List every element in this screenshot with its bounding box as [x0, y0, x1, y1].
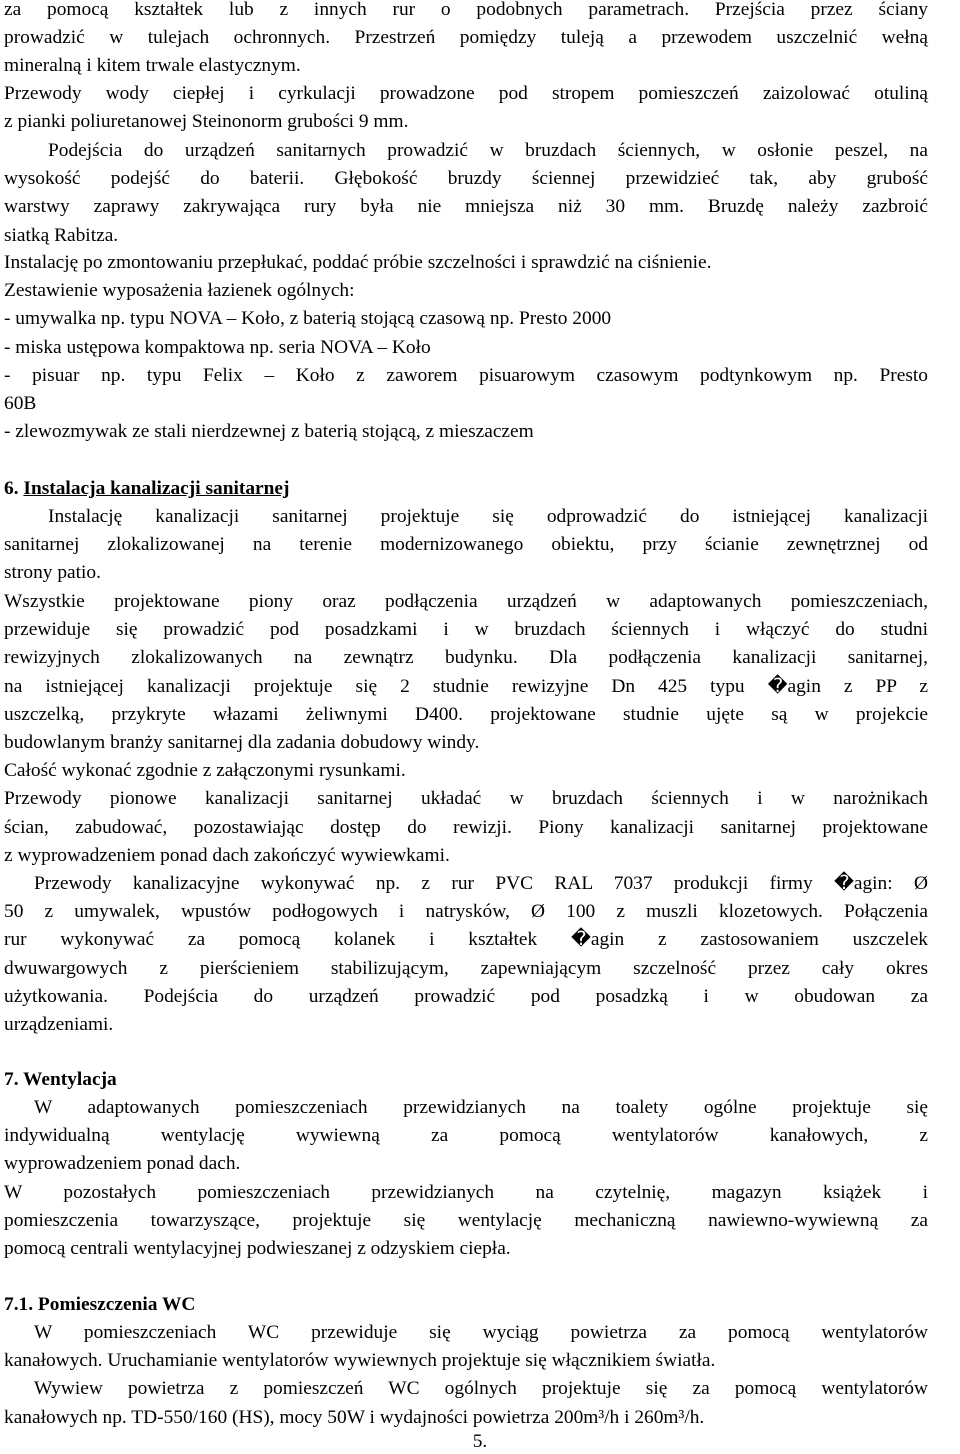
text-line: pomocą centrali wentylacyjnej podwieszanej z odzyskiem ciepła.: [4, 1238, 511, 1260]
paragraph-wc: [4, 1319, 928, 1432]
paragraph-przewody-pvc: [4, 870, 928, 1039]
list-item: - zlewozmywak ze stali nierdzewnej z baterią stojącą, z mieszaczem: [4, 421, 534, 443]
text-line: W pomieszczeniach WC przewiduje się wyciąg powietrza za pomocą wentylatorów: [34, 1322, 928, 1343]
text-line: kanałowych np. TD-550/160 (HS), mocy 50W i wydajności powietrza 200m³/h i 260m³/h.: [4, 1406, 705, 1428]
text-line: W adaptowanych pomieszczeniach przewidzianych na toalety ogólne projektuje się: [34, 1097, 928, 1118]
list-item: - miska ustępowa kompaktowa np. seria NOVA – Koło: [4, 336, 431, 358]
text-line: rewizyjnych zlokalizowanych na zewnątrz budynku. Dla podłączenia kanalizacji sanitarnej,: [4, 647, 928, 669]
list-item: - umywalka np. typu NOVA – Koło, z baterią stojącą czasową np. Presto 2000: [4, 308, 612, 330]
text-line: wyprowadzeniem ponad dach.: [4, 1153, 241, 1175]
paragraph-woda-ciepla: [4, 80, 928, 136]
text-line: 50 z umywalek, wpustów podłogowych i natrysków, Ø 100 z muszli klozetowych. Połączenia: [4, 901, 928, 923]
section-title: 7.1. Pomieszczenia WC: [4, 1294, 196, 1315]
text-line: Przewody kanalizacyjne wykonywać np. z rur PVC RAL 7037 produkcji firmy �agin: Ø: [34, 873, 928, 894]
page-number: 5.: [472, 1431, 488, 1452]
section-heading-6: [4, 475, 289, 503]
paragraph-kanalizacja-intro: [4, 503, 928, 588]
text-line: Wywiew powietrza z pomieszczeń WC ogólnych projektuje się za pomocą wentylatorów: [34, 1378, 928, 1400]
paragraph-przeplukac: [4, 249, 928, 446]
text-line: użytkowania. Podejścia do urządzeń prowadzić pod posadzką i w obudowan za: [4, 985, 928, 1007]
text-line: z pianki poliuretanowej Steinonorm grubości 9 mm.: [4, 111, 409, 133]
text-line: sanitarnej zlokalizowanej na terenie modernizowanego obiektu, przy ścianie zewnętrznej od: [4, 534, 928, 556]
section-heading-7-1: [4, 1291, 195, 1319]
text-line: przewiduje się prowadzić pod posadzkami i w bruzdach ściennych i włączyć do studni: [4, 619, 928, 641]
paragraph-podejscia: [4, 137, 928, 250]
section-title: 7. Wentylacja: [4, 1069, 117, 1090]
text-line: kanałowych. Uruchamianie wentylatorów wywiewnych projektuje się włącznikiem światła.: [4, 1350, 716, 1372]
text-line: Przewody pionowe kanalizacji sanitarnej układać w bruzdach ściennych i w narożnikach: [4, 788, 928, 810]
text-line: rur wykonywać za pomocą kolanek i kształtek �agin z zastosowaniem uszczelek: [4, 929, 928, 951]
paragraph-wentylacja-toalety: [4, 1094, 928, 1263]
text-line: Zestawienie wyposażenia łazienek ogólnych:: [4, 280, 355, 302]
text-line: urządzeniami.: [4, 1014, 114, 1036]
text-line: warstwy zaprawy zakrywająca rury była nie mniejsza niż 30 mm. Bruzdę należy zazbroić: [4, 196, 928, 218]
text-line: indywidualną wentylację wywiewną za pomocą wentylatorów kanałowych, z: [4, 1125, 928, 1147]
text-line: uszczelką, przykryte włazami żeliwnymi D400. projektowane studnie ujęte są w projekcie: [4, 703, 928, 725]
text-line: siatką Rabitza.: [4, 224, 119, 246]
text-line: prowadzić w tulejach ochronnych. Przestrzeń pomiędzy tuleją a przewodem uszczelnić wełną: [4, 27, 928, 49]
text-line: Instalację kanalizacji sanitarnej projektuje się odprowadzić do istniejącej kanalizacji: [48, 506, 928, 527]
text-line: Całość wykonać zgodnie z załączonymi rysunkami.: [4, 760, 406, 782]
text-line: pomieszczenia towarzyszące, projektuje się wentylację mechaniczną nawiewno-wywiewną za: [4, 1209, 928, 1231]
text-line: za pomocą kształtek lub z innych rur o podobnych parametrach. Przejścia przez ściany: [4, 0, 928, 20]
text-line: mineralną i kitem trwale elastycznym.: [4, 55, 301, 77]
section-heading-7: [4, 1066, 117, 1094]
text-line: budowlanym branży sanitarnej dla zadania dobudowy windy.: [4, 732, 480, 754]
text-line: W pozostałych pomieszczeniach przewidzianych na czytelnię, magazyn książek i: [4, 1181, 928, 1203]
paragraph-tulejach: [4, 0, 928, 81]
text-line: z wyprowadzeniem ponad dach zakończyć wywiewkami.: [4, 844, 450, 866]
text-line: Podejścia do urządzeń sanitarnych prowadzić w bruzdach ściennych, w osłonie peszel, na: [48, 140, 928, 161]
paragraph-piony: [4, 588, 928, 870]
section-number: 6.: [4, 478, 19, 499]
text-line: wysokość podejść do baterii. Głębokość bruzdy ściennej przewidzieć tak, aby grubość: [4, 168, 928, 190]
text-line: na istniejącej kanalizacji projektuje się 2 studnie rewizyjne Dn 425 typu �agin z PP z: [4, 675, 928, 697]
text-line: Instalację po zmontowaniu przepłukać, poddać próbie szczelności i sprawdzić na ciśnienie.: [4, 252, 712, 273]
text-line: dwuwargowych z pierścieniem stabilizującym, zapewniającym szczelność przez cały okres: [4, 957, 928, 979]
text-line: Wszystkie projektowane piony oraz podłączenia urządzeń w adaptowanych pomieszczeniach,: [4, 591, 928, 612]
section-title: Instalacja kanalizacji sanitarnej: [23, 478, 290, 499]
list-item: 60B: [4, 393, 37, 415]
text-line: Przewody wody ciepłej i cyrkulacji prowadzone pod stropem pomieszczeń zaizolować otuliną: [4, 83, 928, 104]
text-line: ścian, zabudować, pozostawiając dostęp do rewizji. Piony kanalizacji sanitarnej projektowane: [4, 816, 928, 838]
text-line: strony patio.: [4, 562, 101, 584]
list-item: - pisuar np. typu Felix – Koło z zaworem pisuarowym czasowym podtynkowym np. Presto: [4, 364, 928, 386]
